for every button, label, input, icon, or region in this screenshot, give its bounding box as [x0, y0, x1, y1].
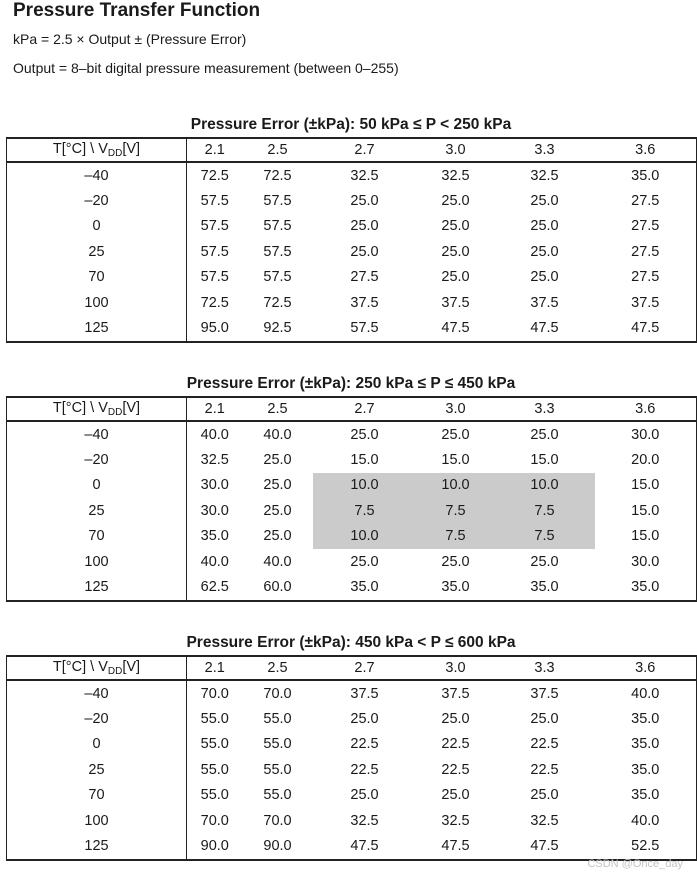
error-value-cell: 32.5 [441, 812, 470, 829]
error-value-cell: 32.5 [350, 167, 379, 184]
vdd-subscript: DD [107, 666, 123, 677]
error-value-cell: 72.5 [200, 294, 229, 311]
watermark: CSDN @Once_day [587, 858, 683, 870]
error-value-cell: 25.0 [530, 426, 559, 443]
table-row [7, 783, 697, 808]
table-row [7, 498, 697, 523]
error-value-cell: 57.5 [313, 315, 417, 341]
voltage-header: 2.5 [243, 397, 313, 421]
error-value-cell: 37.5 [350, 685, 379, 702]
error-value-cell: 37.5 [595, 290, 697, 315]
error-value-cell: 40.0 [200, 426, 229, 443]
error-value-cell: 15.0 [595, 473, 697, 498]
temperature-cell: 0 [7, 732, 187, 757]
voltage-header: 3.3 [495, 397, 595, 421]
temp-vdd-header [7, 138, 187, 162]
error-value-cell: 55.0 [263, 787, 292, 804]
temperature-cell: 70 [7, 524, 187, 549]
table-row [7, 239, 697, 264]
error-value-cell: 25.0 [441, 426, 470, 443]
error-value-cell: 62.5 [187, 574, 243, 600]
pressure-error-table [6, 396, 697, 602]
error-value-cell: 55.0 [263, 761, 292, 778]
error-value-cell: 37.5 [530, 685, 559, 702]
voltage-header: 2.5 [243, 656, 313, 680]
error-value-cell: 37.5 [441, 294, 470, 311]
table-row [7, 732, 697, 757]
table-row [7, 162, 697, 188]
table-row [7, 447, 697, 472]
voltage-header: 3.6 [595, 656, 697, 680]
error-value-cell: 30.0 [200, 502, 229, 519]
error-value-cell: 10.0 [495, 473, 595, 498]
pressure-error-table [6, 655, 697, 861]
error-value-cell: 32.5 [530, 167, 559, 184]
temperature-cell: –40 [7, 162, 187, 188]
error-value-cell: 15.0 [530, 452, 559, 469]
temperature-cell: 70 [7, 783, 187, 808]
error-value-cell: 47.5 [595, 315, 697, 341]
error-value-cell: 95.0 [187, 315, 243, 341]
voltage-header: 2.7 [313, 656, 417, 680]
temperature-cell: 25 [7, 498, 187, 523]
error-value-cell: 32.5 [441, 167, 470, 184]
error-value-cell: 7.5 [495, 498, 595, 523]
error-value-cell: 15.0 [595, 524, 697, 549]
error-value-cell: 47.5 [495, 315, 595, 341]
error-value-cell: 22.5 [441, 761, 470, 778]
error-value-cell: 55.0 [200, 736, 229, 753]
error-value-cell: 30.0 [595, 549, 697, 574]
table-row [7, 808, 697, 833]
error-value-cell: 40.0 [595, 808, 697, 833]
error-value-cell: 55.0 [200, 787, 229, 804]
error-value-cell: 25.0 [441, 218, 470, 235]
table-row [7, 188, 697, 213]
error-value-cell: 15.0 [595, 498, 697, 523]
error-value-cell: 40.0 [595, 680, 697, 706]
error-value-cell: 47.5 [495, 833, 595, 859]
error-value-cell: 15.0 [350, 452, 379, 469]
error-value-cell: 47.5 [417, 315, 495, 341]
temperature-cell: 25 [7, 239, 187, 264]
pressure-error-table [6, 137, 697, 343]
temp-vdd-header [7, 656, 187, 680]
error-value-cell: 25.0 [441, 711, 470, 728]
error-value-cell: 10.0 [313, 524, 417, 549]
voltage-header: 2.7 [313, 397, 417, 421]
error-value-cell: 72.5 [200, 167, 229, 184]
header-row [7, 397, 697, 421]
error-value-cell: 15.0 [441, 452, 470, 469]
error-value-cell: 57.5 [263, 193, 292, 210]
error-value-cell: 57.5 [263, 218, 292, 235]
error-value-cell: 60.0 [243, 574, 313, 600]
temperature-cell: 100 [7, 290, 187, 315]
error-value-cell: 35.0 [595, 783, 697, 808]
table-row [7, 473, 697, 498]
error-value-cell: 25.0 [263, 502, 292, 519]
vdd-subscript: DD [107, 148, 123, 159]
error-value-cell: 25.0 [530, 553, 559, 570]
table-row [7, 680, 697, 706]
temp-unit: [V] [122, 659, 141, 675]
error-value-cell: 57.5 [200, 243, 229, 260]
voltage-header: 2.5 [243, 138, 313, 162]
error-value-cell: 35.0 [495, 574, 595, 600]
voltage-header: 3.3 [495, 138, 595, 162]
error-value-cell: 57.5 [200, 193, 229, 210]
temperature-cell: 125 [7, 833, 187, 859]
error-value-cell: 32.5 [200, 452, 229, 469]
voltage-header: 3.3 [495, 656, 595, 680]
error-value-cell: 55.0 [200, 711, 229, 728]
error-value-cell: 70.0 [200, 812, 229, 829]
error-value-cell: 25.0 [350, 193, 379, 210]
temp-vdd-header [7, 397, 187, 421]
table-row [7, 265, 697, 290]
error-value-cell: 57.5 [263, 243, 292, 260]
error-value-cell: 25.0 [530, 243, 559, 260]
temperature-cell: 125 [7, 574, 187, 600]
error-value-cell: 25.0 [263, 477, 292, 494]
error-value-cell: 37.5 [530, 294, 559, 311]
error-value-cell: 7.5 [313, 498, 417, 523]
error-value-cell: 22.5 [530, 761, 559, 778]
error-value-cell: 35.0 [595, 574, 697, 600]
temperature-cell: –20 [7, 188, 187, 213]
temperature-cell: 25 [7, 757, 187, 782]
error-value-cell: 7.5 [417, 498, 495, 523]
table-row [7, 214, 697, 239]
error-value-cell: 35.0 [313, 574, 417, 600]
formula-text: kPa = 2.5 × Output ± (Pressure Error) [13, 31, 247, 47]
table-caption: Pressure Error (±kPa): 250 kPa ≤ P ≤ 450 kPa [186, 375, 516, 392]
header-row [7, 138, 697, 162]
pressure-error-block-2 [6, 372, 696, 602]
error-value-cell: 22.5 [530, 736, 559, 753]
error-value-cell: 57.5 [200, 218, 229, 235]
temp-unit: [V] [122, 400, 141, 416]
temperature-cell: 100 [7, 549, 187, 574]
error-value-cell: 27.5 [350, 269, 379, 286]
error-value-cell: 10.0 [313, 473, 417, 498]
error-value-cell: 57.5 [200, 269, 229, 286]
error-value-cell: 27.5 [595, 265, 697, 290]
header-row [7, 656, 697, 680]
error-value-cell: 30.0 [595, 421, 697, 447]
error-value-cell: 25.0 [350, 553, 379, 570]
error-value-cell: 7.5 [417, 524, 495, 549]
error-value-cell: 22.5 [441, 736, 470, 753]
error-value-cell: 90.0 [243, 833, 313, 859]
error-value-cell: 37.5 [441, 685, 470, 702]
voltage-header: 3.0 [417, 656, 495, 680]
table-row [7, 315, 697, 341]
error-value-cell: 32.5 [350, 812, 379, 829]
table-row [7, 524, 697, 549]
error-value-cell: 72.5 [263, 294, 292, 311]
error-value-cell: 25.0 [441, 193, 470, 210]
temp-unit: [V] [122, 141, 141, 157]
error-value-cell: 35.0 [595, 732, 697, 757]
error-value-cell: 40.0 [263, 426, 292, 443]
vdd-subscript: DD [107, 407, 123, 418]
error-value-cell: 25.0 [263, 528, 292, 545]
error-value-cell: 55.0 [263, 736, 292, 753]
error-value-cell: 30.0 [200, 477, 229, 494]
error-value-cell: 72.5 [263, 167, 292, 184]
voltage-header: 2.1 [187, 138, 243, 162]
voltage-header: 3.0 [417, 138, 495, 162]
voltage-header: 3.6 [595, 138, 697, 162]
error-value-cell: 25.0 [441, 787, 470, 804]
voltage-header: 3.6 [595, 397, 697, 421]
error-value-cell: 25.0 [263, 452, 292, 469]
error-value-cell: 55.0 [263, 711, 292, 728]
error-value-cell: 70.0 [263, 812, 292, 829]
error-value-cell: 10.0 [417, 473, 495, 498]
error-value-cell: 25.0 [530, 711, 559, 728]
table-row [7, 706, 697, 731]
error-value-cell: 47.5 [417, 833, 495, 859]
error-value-cell: 25.0 [530, 787, 559, 804]
temperature-cell: 70 [7, 265, 187, 290]
error-value-cell: 32.5 [530, 812, 559, 829]
error-value-cell: 25.0 [530, 193, 559, 210]
error-value-cell: 20.0 [595, 447, 697, 472]
table-row [7, 833, 697, 859]
error-value-cell: 92.5 [243, 315, 313, 341]
voltage-header: 2.1 [187, 397, 243, 421]
error-value-cell: 55.0 [200, 761, 229, 778]
temperature-cell: –20 [7, 447, 187, 472]
table-row [7, 290, 697, 315]
error-value-cell: 47.5 [313, 833, 417, 859]
error-value-cell: 25.0 [441, 269, 470, 286]
error-value-cell: 25.0 [350, 711, 379, 728]
error-value-cell: 35.0 [200, 528, 229, 545]
temperature-cell: 0 [7, 214, 187, 239]
temperature-cell: 0 [7, 473, 187, 498]
error-value-cell: 22.5 [350, 736, 379, 753]
pressure-error-block-3 [6, 631, 696, 861]
error-value-cell: 40.0 [263, 553, 292, 570]
error-value-cell: 40.0 [200, 553, 229, 570]
temp-label: T[°C] \ V [52, 659, 108, 675]
temp-label: T[°C] \ V [52, 141, 108, 157]
voltage-header: 2.7 [313, 138, 417, 162]
error-value-cell: 22.5 [350, 761, 379, 778]
temperature-cell: –40 [7, 421, 187, 447]
error-value-cell: 7.5 [495, 524, 595, 549]
error-value-cell: 35.0 [417, 574, 495, 600]
pressure-error-block-1 [6, 113, 696, 343]
error-value-cell: 35.0 [595, 162, 697, 188]
table-row [7, 549, 697, 574]
error-value-cell: 90.0 [187, 833, 243, 859]
error-value-cell: 25.0 [350, 218, 379, 235]
table-row [7, 574, 697, 600]
error-value-cell: 25.0 [441, 243, 470, 260]
temp-label: T[°C] \ V [52, 400, 108, 416]
document-title: Pressure Transfer Function [13, 0, 261, 21]
error-value-cell: 35.0 [595, 757, 697, 782]
table-caption: Pressure Error (±kPa): 450 kPa < P ≤ 600 kPa [186, 634, 516, 651]
voltage-header: 3.0 [417, 397, 495, 421]
error-value-cell: 52.5 [595, 833, 697, 859]
error-value-cell: 27.5 [595, 188, 697, 213]
table-caption: Pressure Error (±kPa): 50 kPa ≤ P < 250 kPa [190, 116, 512, 133]
error-value-cell: 25.0 [441, 553, 470, 570]
temperature-cell: 125 [7, 315, 187, 341]
error-value-cell: 70.0 [263, 685, 292, 702]
error-value-cell: 27.5 [595, 214, 697, 239]
error-value-cell: 25.0 [350, 243, 379, 260]
temperature-cell: –20 [7, 706, 187, 731]
output-note-text: Output = 8–bit digital pressure measurement (between 0–255) [13, 60, 399, 76]
temperature-cell: 100 [7, 808, 187, 833]
error-value-cell: 25.0 [350, 787, 379, 804]
table-row [7, 757, 697, 782]
voltage-header: 2.1 [187, 656, 243, 680]
error-value-cell: 70.0 [200, 685, 229, 702]
table-row [7, 421, 697, 447]
temperature-cell: –40 [7, 680, 187, 706]
error-value-cell: 37.5 [350, 294, 379, 311]
error-value-cell: 25.0 [350, 426, 379, 443]
error-value-cell: 25.0 [530, 269, 559, 286]
error-value-cell: 25.0 [530, 218, 559, 235]
error-value-cell: 35.0 [595, 706, 697, 731]
error-value-cell: 27.5 [595, 239, 697, 264]
error-value-cell: 57.5 [263, 269, 292, 286]
